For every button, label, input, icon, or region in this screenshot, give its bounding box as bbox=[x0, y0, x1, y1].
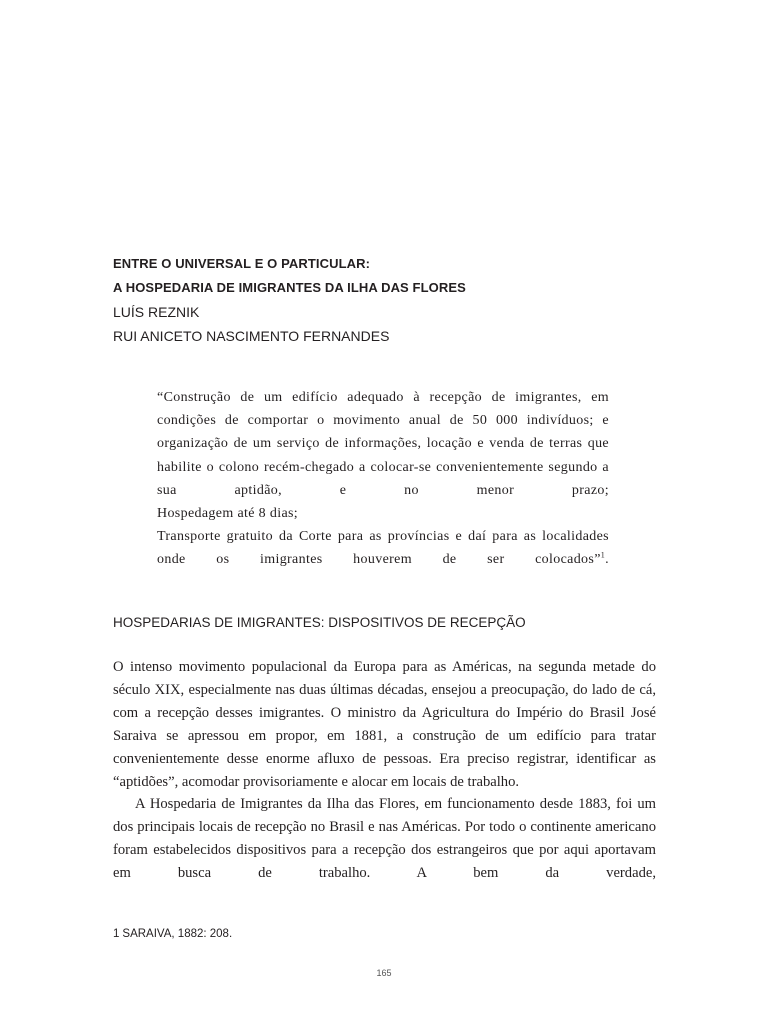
footnote bbox=[113, 926, 232, 942]
page-number: 165 bbox=[376, 968, 392, 978]
article-title-line-1: ENTRE O UNIVERSAL E O PARTICULAR: bbox=[113, 256, 371, 271]
body-paragraph-2: A Hospedaria de Imigrantes da Ilha das Flores, em funcionamento desde 1883, foi um dos principais locais de recepção no Brasil e nas Américas. Por todo o continente americano foram estabelecidos dispositivos para a recepção dos estrangeiros que por aqui aportavam em busca de trabalho. A bem da verdade, bbox=[113, 796, 656, 882]
quote-paragraph-3 bbox=[157, 525, 609, 571]
footnote-number: 1 bbox=[113, 928, 120, 940]
quote-paragraph-2: Hospedagem até 8 dias; bbox=[157, 506, 299, 522]
article-title-line-2: A HOSPEDARIA DE IMIGRANTES DA ILHA DAS FLORES bbox=[113, 280, 466, 295]
section-heading: HOSPEDARIAS DE IMIGRANTES: DISPOSITIVOS DE RECEPÇÃO bbox=[113, 615, 526, 630]
author-name-2: RUI ANICETO NASCIMENTO FERNANDES bbox=[113, 328, 390, 344]
quote-paragraph-3-text: Transporte gratuito da Corte para as províncias e daí para as localidades onde os imigrantes houverem de ser colocados” bbox=[157, 529, 609, 568]
body-text bbox=[113, 656, 656, 885]
body-paragraph-1: O intenso movimento populacional da Europa para as Américas, na segunda metade do século XIX, especialmente nas duas últimas décadas, ensejou a preocupação, do lado de cá, com a recepção desses imigrantes. O ministro da Agricultura do Império do Brasil José Saraiva se apressou em propor, em 1881, a construção de um edifício para tratar convenientemente desse enorme afluxo de pessoas. Era preciso registrar, identificar as “aptidões”, acomodar provisoriamente e alocar em locais de trabalho. bbox=[113, 659, 656, 790]
block-quote bbox=[157, 386, 609, 572]
footnote-text: SARAIVA, 1882: 208. bbox=[122, 928, 233, 940]
quote-paragraph-1: “Construção de um edifício adequado à recepção de imigrantes, em condições de comportar o movimento anual de 50 000 indivíduos; e organização de um serviço de informações, locação e venda de terras que habilite o colono recém-chegado a colocar-se convenientemente segundo a sua aptidão, e no menor prazo; bbox=[157, 390, 609, 498]
author-name-1: LUÍS REZNIK bbox=[113, 304, 200, 320]
quote-end-punctuation: . bbox=[605, 552, 609, 568]
footnote-reference[interactable]: 1 bbox=[600, 550, 606, 560]
article-header bbox=[113, 252, 673, 348]
